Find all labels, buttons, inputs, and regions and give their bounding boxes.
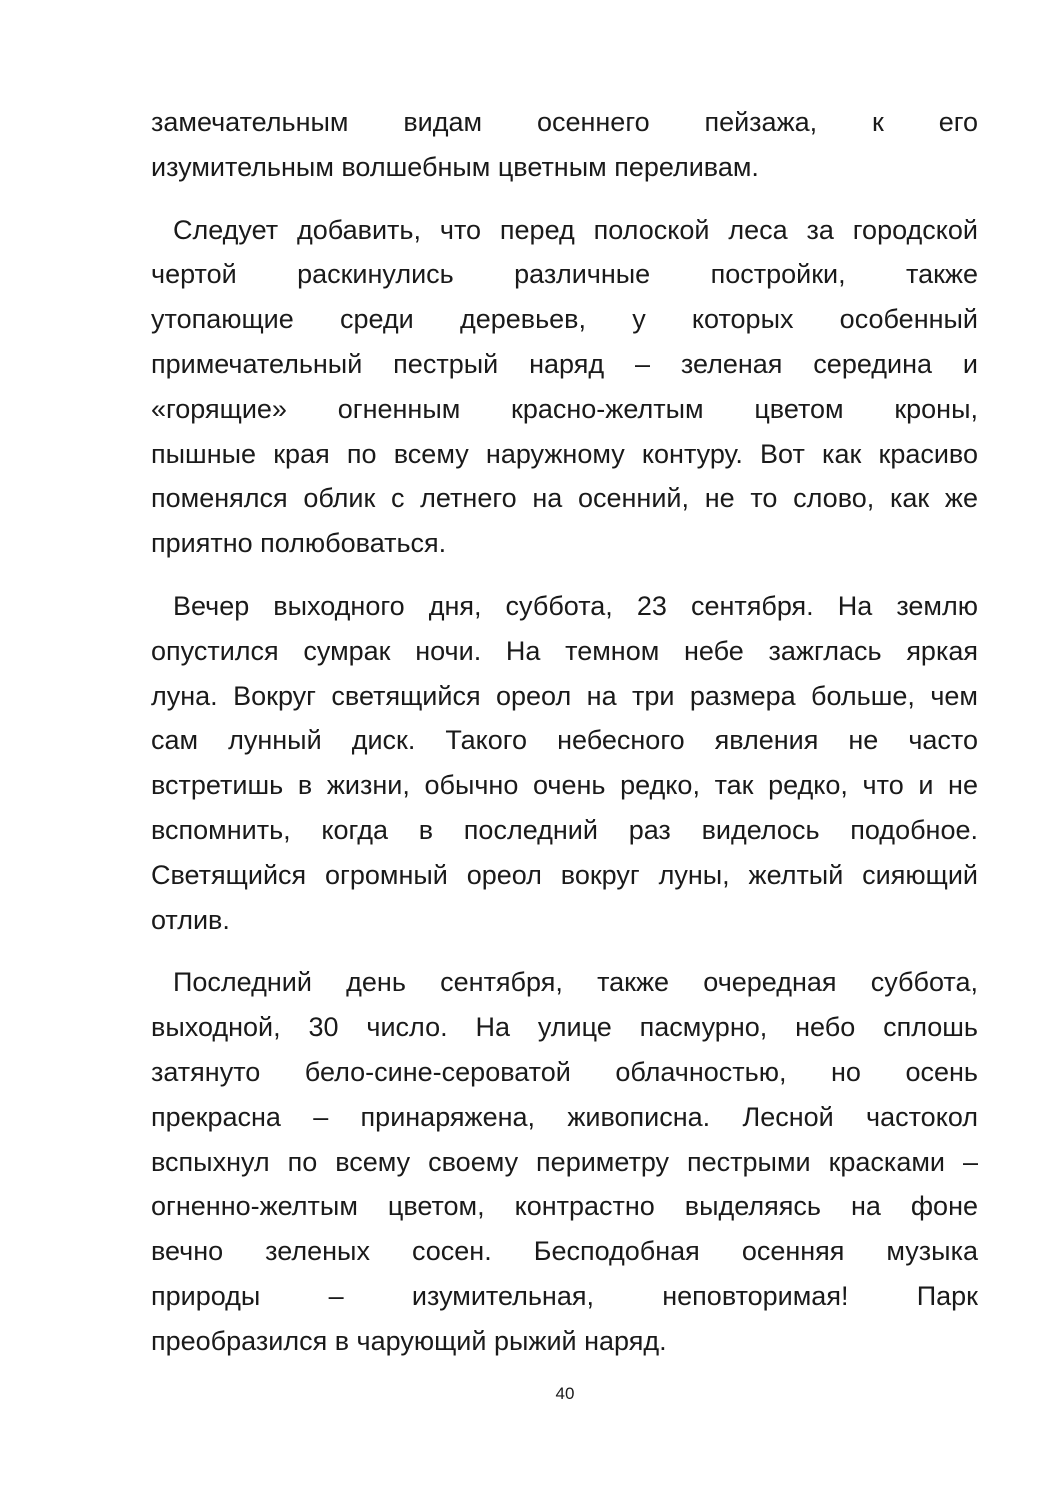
- text-line: затянуто бело-сине-сероватой облачностью, но осень: [151, 1056, 978, 1087]
- text-line: огненно-желтым цветом, контрастно выделяясь на фоне: [151, 1191, 978, 1222]
- text-line: луна. Вокруг светящийся ореол на три размера больше, чем: [151, 680, 978, 711]
- text-line: отлив.: [151, 904, 230, 935]
- paragraph-4: [151, 960, 978, 1363]
- paragraph-1: [151, 100, 978, 190]
- text-line: вспомнить, когда в последний раз виделось подобное.: [151, 814, 978, 845]
- text-line: приятно полюбоваться.: [151, 528, 447, 559]
- text-line: чертой раскинулись различные постройки, также: [151, 259, 978, 290]
- text-line: сам лунный диск. Такого небесного явления не часто: [151, 725, 978, 756]
- text-line: примечательный пестрый наряд – зеленая середина и: [151, 348, 978, 379]
- text-line: вечно зеленых сосен. Бесподобная осенняя музыка: [151, 1236, 978, 1267]
- text-line: выходной, 30 число. На улице пасмурно, небо сплошь: [151, 1012, 978, 1043]
- text-line: природы – изумительная, неповторимая! Парк: [151, 1280, 978, 1311]
- page-body: [151, 100, 978, 1364]
- paragraph-3: [151, 584, 978, 942]
- text-line: поменялся облик с летнего на осенний, не то слово, как же: [151, 483, 978, 514]
- paragraph-2: [151, 208, 978, 566]
- text-line: прекрасна – принаряжена, живописна. Лесной частокол: [151, 1101, 978, 1132]
- text-line: утопающие среди деревьев, у которых особенный: [151, 304, 978, 335]
- text-line: Вечер выходного дня, суббота, 23 сентября. На землю: [173, 590, 978, 621]
- text-line: «горящие» огненным красно-желтым цветом кроны,: [151, 393, 978, 424]
- text-line: Последний день сентября, также очередная суббота,: [173, 967, 978, 998]
- page-number: 40: [555, 1384, 575, 1403]
- text-line: пышные края по всему наружному контуру. Вот как красиво: [151, 438, 978, 469]
- text-line: опустился сумрак ночи. На темном небе зажглась яркая: [151, 635, 978, 666]
- text-line: Светящийся огромный ореол вокруг луны, желтый сияющий: [151, 859, 978, 890]
- text-line: вспыхнул по всему своему периметру пестрыми красками –: [151, 1146, 978, 1177]
- text-line: встретишь в жизни, обычно очень редко, так редко, что и не: [151, 770, 978, 801]
- text-line: замечательным видам осеннего пейзажа, к его: [151, 107, 978, 137]
- text-line: Следует добавить, что перед полоской леса за городской: [173, 214, 978, 245]
- text-line: изумительным волшебным цветным переливам.: [151, 151, 759, 182]
- text-line: преобразился в чарующий рыжий наряд.: [151, 1325, 667, 1356]
